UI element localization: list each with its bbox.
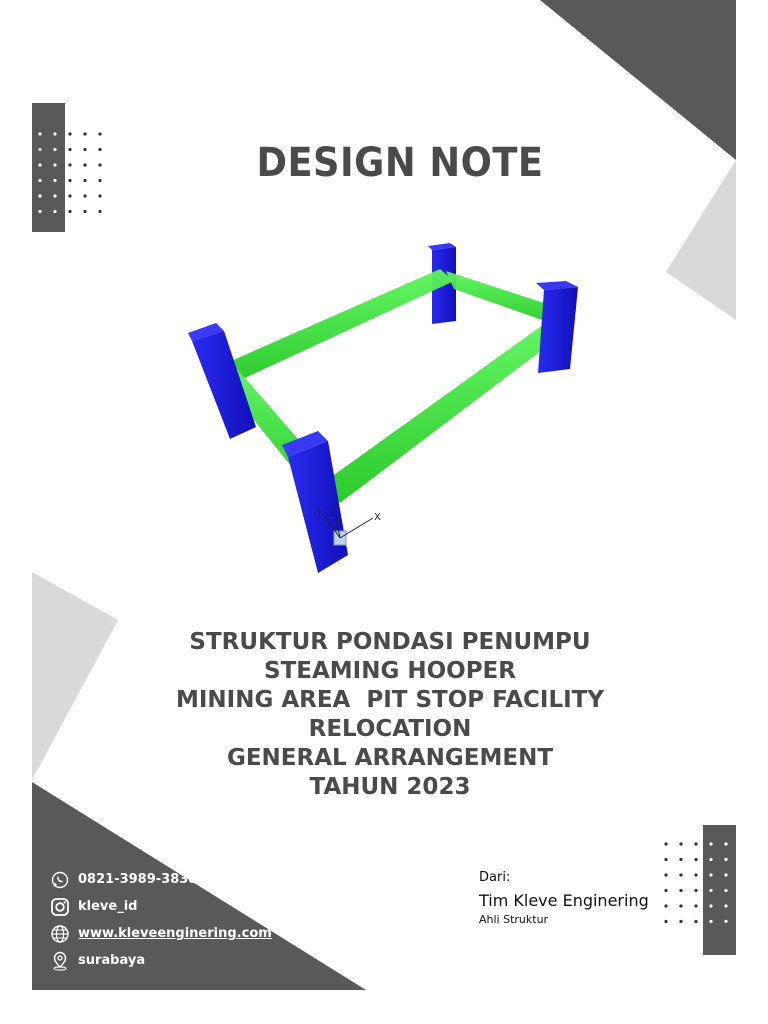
decorative-dot (694, 889, 697, 892)
decorative-dot (679, 873, 682, 876)
decorative-dot (709, 842, 712, 845)
axis-y-label: Y (317, 509, 323, 519)
contact-website (48, 920, 272, 947)
subtitle-line: MINING AREA PIT STOP FACILITY (175, 687, 605, 713)
decorative-dot (83, 132, 86, 135)
author-block (479, 870, 649, 926)
decorative-dot (664, 889, 667, 892)
decorative-dot (38, 210, 41, 213)
subtitle-line: RELOCATION (308, 716, 472, 742)
location-text: surabaya (78, 953, 146, 968)
decorative-dot (68, 210, 71, 213)
decorative-dot (38, 194, 41, 197)
instagram-icon (48, 895, 72, 919)
decorative-dot (709, 889, 712, 892)
phone-number: 0821-3989-3838 (78, 872, 198, 887)
beam-front (320, 317, 562, 503)
decorative-dot (724, 873, 727, 876)
axis-x-label: X (374, 512, 381, 523)
axis-z-label: Z (330, 509, 337, 519)
globe-icon (48, 922, 72, 946)
decorative-dot (694, 920, 697, 923)
document-subtitle (90, 628, 690, 802)
decorative-dot (53, 210, 56, 213)
decorative-dot (724, 920, 727, 923)
decorative-dot (664, 842, 667, 845)
subtitle-line: GENERAL ARRANGEMENT (226, 745, 554, 771)
decorative-dot (98, 210, 101, 213)
decorative-dot (679, 842, 682, 845)
decorative-dot (709, 904, 712, 907)
author-role: Ahli Struktur (479, 913, 549, 926)
decorative-dot (679, 920, 682, 923)
decorative-dot (664, 904, 667, 907)
dot-grid-bottom-right (658, 838, 738, 930)
beam-back (222, 269, 454, 383)
from-label: Dari: (479, 870, 511, 885)
decorative-dot (709, 920, 712, 923)
decorative-dot (709, 858, 712, 861)
decorative-dot (68, 194, 71, 197)
decorative-dot (694, 904, 697, 907)
decorative-dot (724, 904, 727, 907)
author-name: Tim Kleve Enginering (479, 891, 649, 910)
decorative-dot (694, 858, 697, 861)
structure-model-illustration (170, 235, 590, 580)
contact-location (48, 947, 272, 974)
subtitle-line: STEAMING HOOPER (264, 658, 516, 684)
column-right (536, 281, 578, 373)
decorative-dot (724, 858, 727, 861)
decorative-dot (68, 132, 71, 135)
decorative-dot (709, 873, 712, 876)
decorative-dot (664, 873, 667, 876)
decorative-dot (664, 920, 667, 923)
decorative-dot (724, 842, 727, 845)
decorative-dot (664, 858, 667, 861)
decorative-dot (38, 132, 41, 135)
instagram-handle[interactable]: kleve_id (78, 899, 138, 914)
decorative-dot (53, 132, 56, 135)
whatsapp-icon (48, 868, 72, 892)
decorative-dot (679, 904, 682, 907)
decorative-dot (83, 210, 86, 213)
decorative-dot (679, 889, 682, 892)
location-pin-icon (48, 949, 72, 973)
decorative-dot (679, 858, 682, 861)
contact-list (48, 866, 272, 974)
decorative-dot (98, 194, 101, 197)
contact-instagram (48, 893, 272, 920)
decorative-dot (98, 132, 101, 135)
column-front (282, 431, 348, 573)
decorative-dot (694, 873, 697, 876)
decorative-dot (53, 194, 56, 197)
contact-phone (48, 866, 272, 893)
decorative-dot (83, 194, 86, 197)
decorative-dot (724, 889, 727, 892)
page-title: DESIGN NOTE (256, 140, 544, 186)
decorative-dot (694, 842, 697, 845)
website-link[interactable]: www.kleveenginering.com (78, 926, 272, 941)
top-right-dark-triangle (540, 0, 736, 160)
subtitle-line: STRUKTUR PONDASI PENUMPU (189, 629, 591, 655)
subtitle-line: TAHUN 2023 (309, 774, 471, 800)
